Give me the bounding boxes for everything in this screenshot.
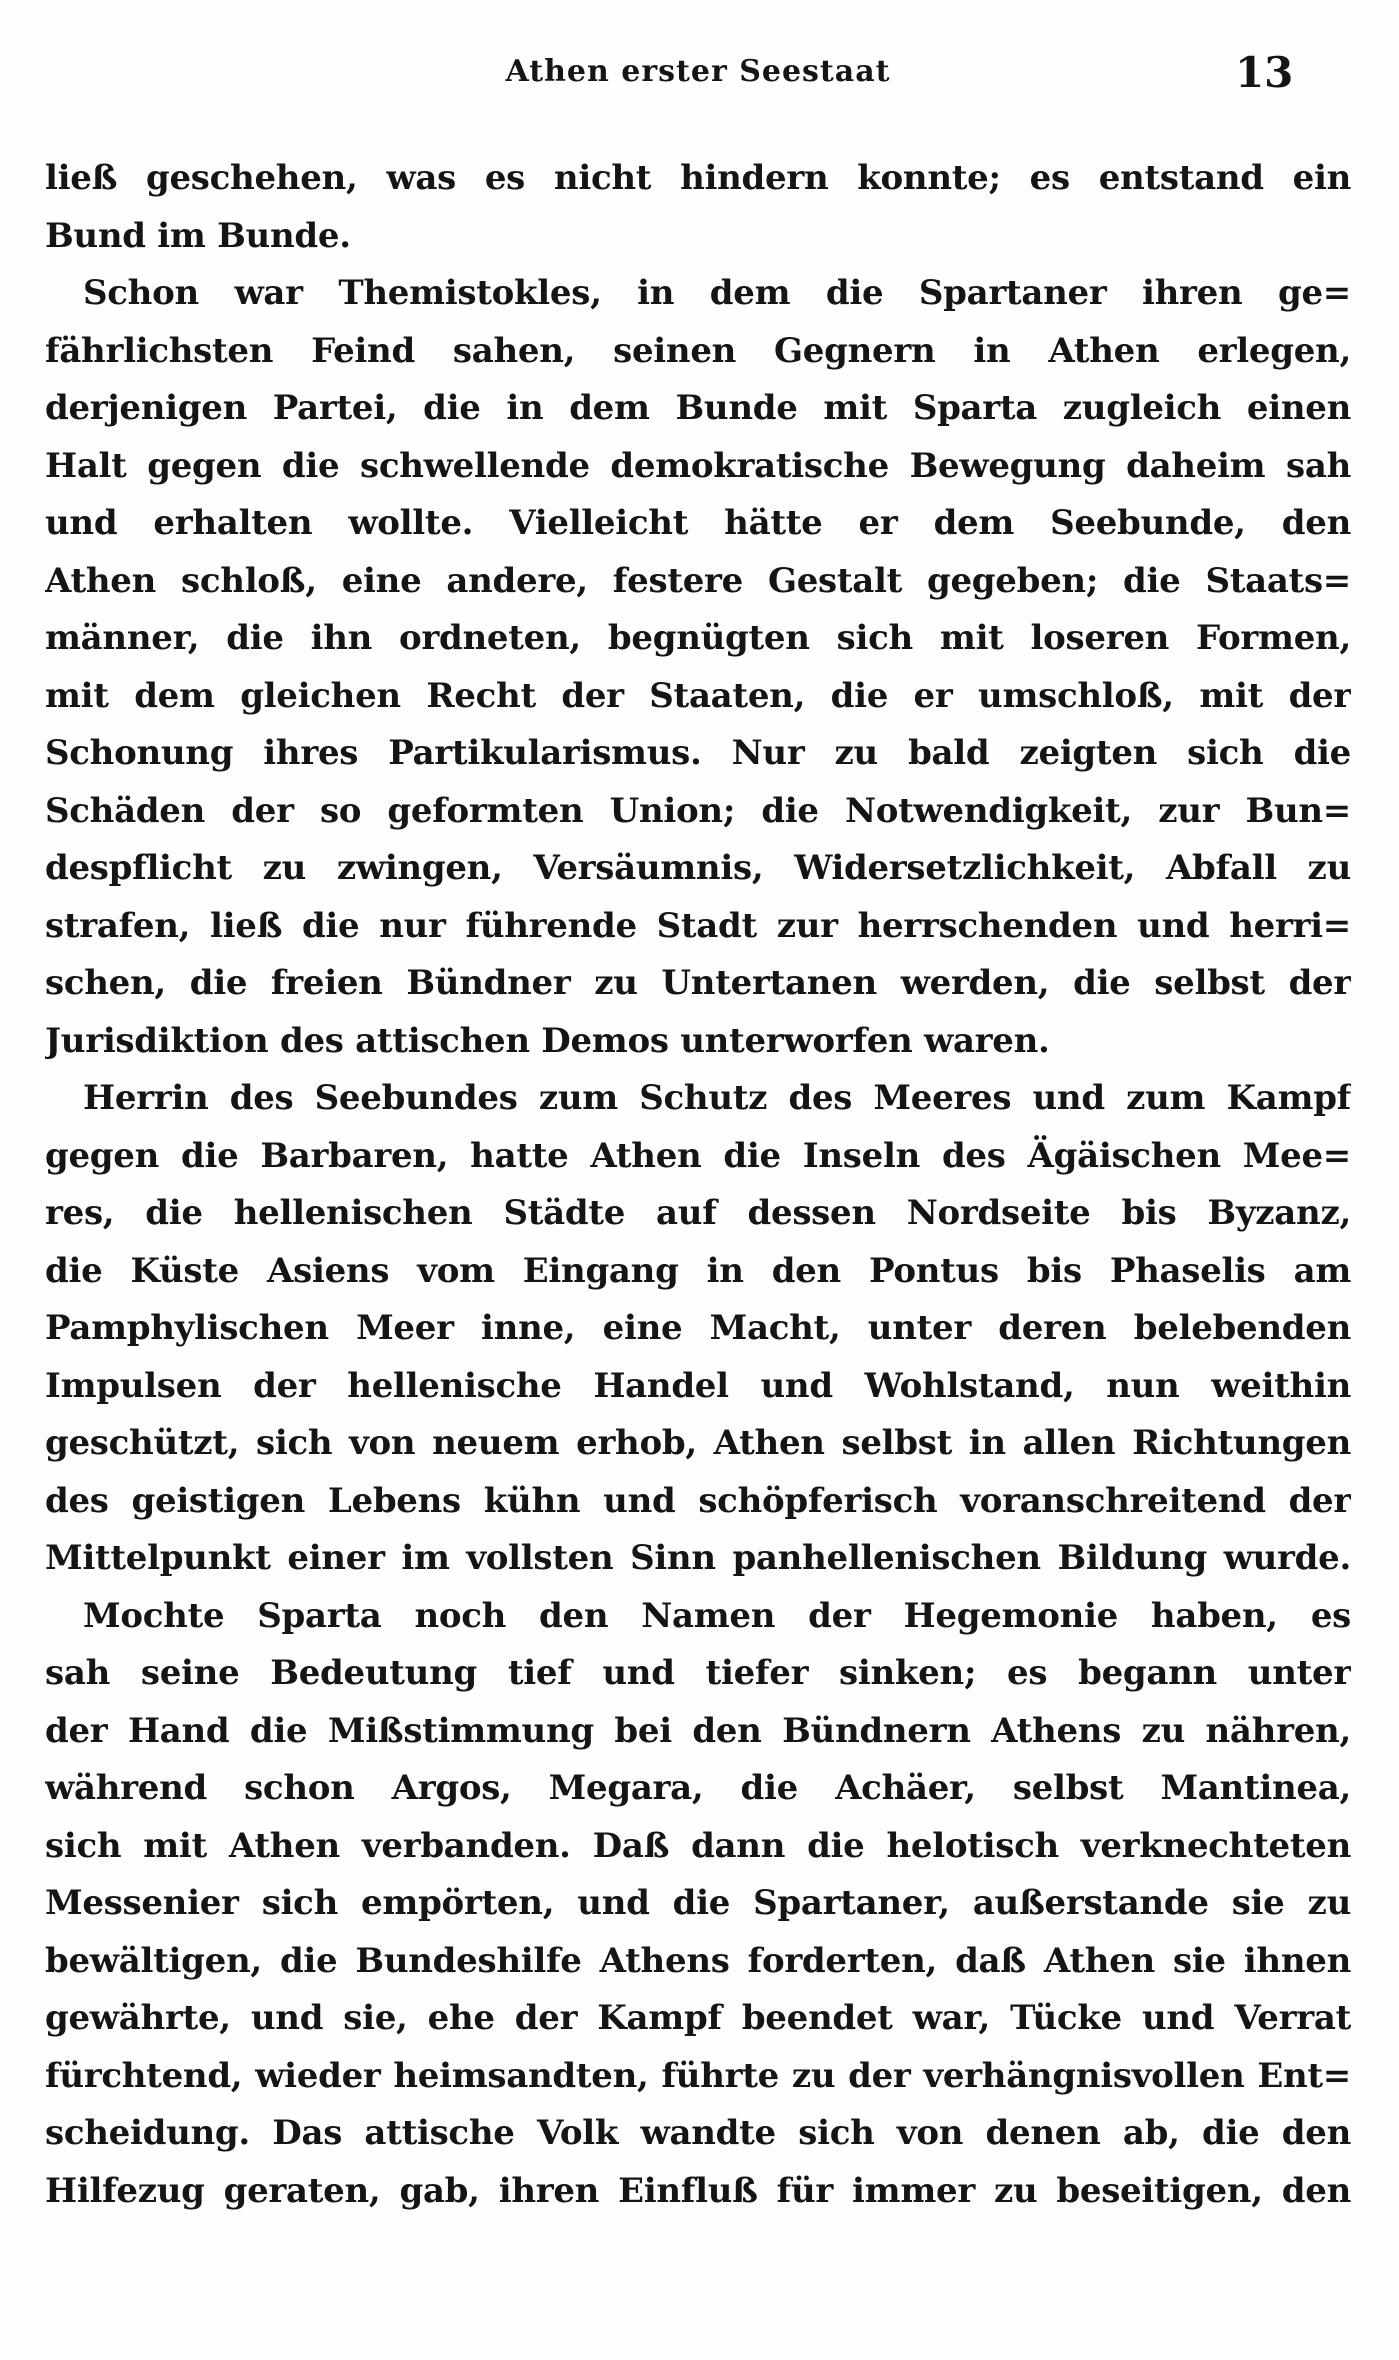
text-line: Halt gegen die schwellende demokratische Bewegung daheim sah [45, 445, 1351, 486]
text-line: schen, die freien Bündner zu Untertanen werden, die selbst der [45, 963, 1351, 1003]
text-line: Hilfezug geraten, gab, ihren Einfluß für immer zu beseitigen, den [45, 2170, 1351, 2211]
text-line: ließ geschehen, was es nicht hindern konnte; es entstand ein [45, 158, 1351, 198]
text-line: Bund im Bunde. [45, 215, 351, 256]
text-line: Herrin des Seebundes zum Schutz des Meeres und zum Kampf [83, 1078, 1351, 1118]
running-head-title: Athen erster Seestaat [505, 54, 891, 89]
text-line: mit dem gleichen Recht der Staaten, die er umschloß, mit der [45, 675, 1351, 716]
paragraph-1 [45, 150, 1351, 265]
text-line: sah seine Bedeutung tief und tiefer sinken; es begann unter [45, 1653, 1351, 1693]
text-line: die Küste Asiens vom Eingang in den Pontus bis Phaselis am [45, 1250, 1351, 1291]
paragraph-2 [45, 265, 1351, 1070]
text-line: res, die hellenischen Städte auf dessen Nordseite bis Byzanz, [45, 1193, 1351, 1233]
text-line: geschützt, sich von neuem erhob, Athen selbst in allen Richtungen [45, 1423, 1351, 1463]
text-line: Messenier sich empörten, und die Spartaner, außerstande sie zu [45, 1883, 1351, 1923]
text-line: sich mit Athen verbanden. Daß dann die helotisch verknechteten [45, 1825, 1351, 1866]
text-line: fährlichsten Feind sahen, seinen Gegnern in Athen erlegen, [45, 330, 1351, 371]
text-line: und erhalten wollte. Vielleicht hätte er dem Seebunde, den [45, 503, 1351, 543]
text-line: despflicht zu zwingen, Versäumnis, Widersetzlichkeit, Abfall zu [45, 848, 1351, 888]
text-line: strafen, ließ die nur führende Stadt zur herrschenden und herri= [45, 905, 1351, 946]
text-line: der Hand die Mißstimmung bei den Bündnern Athens zu nähren, [45, 1710, 1351, 1751]
text-line: Mochte Sparta noch den Namen der Hegemonie haben, es [83, 1595, 1351, 1636]
text-line: gewährte, und sie, ehe der Kampf beendet war, Tücke und Verrat [45, 1998, 1351, 2038]
paragraph-4 [45, 1588, 1351, 2221]
text-line: männer, die ihn ordneten, begnügten sich mit loseren Formen, [45, 618, 1351, 658]
text-line: während schon Argos, Megara, die Achäer, selbst Mantinea, [45, 1768, 1351, 1808]
body-text [45, 150, 1351, 2220]
text-line: Schonung ihres Partikularismus. Nur zu bald zeigten sich die [45, 733, 1351, 773]
paragraph-3 [45, 1070, 1351, 1588]
text-line: Schäden der so geformten Union; die Notwendigkeit, zur Bun= [45, 790, 1351, 831]
text-line: bewältigen, die Bundeshilfe Athens forderten, daß Athen sie ihnen [45, 1940, 1351, 1981]
text-line: des geistigen Lebens kühn und schöpferisch voranschreitend der [45, 1480, 1351, 1521]
text-line: Pamphylischen Meer inne, eine Macht, unter deren belebenden [45, 1308, 1351, 1348]
text-line: Jurisdiktion des attischen Demos unterworfen waren. [45, 1020, 1050, 1061]
text-line: Athen schloß, eine andere, festere Gestalt gegeben; die Staats= [45, 560, 1351, 601]
text-line: derjenigen Partei, die in dem Bunde mit Sparta zugleich einen [45, 388, 1351, 428]
running-head [45, 48, 1351, 100]
text-line: Mittelpunkt einer im vollsten Sinn panhellenischen Bildung wurde. [45, 1538, 1351, 1578]
page-number: 13 [1235, 48, 1293, 97]
text-line: Schon war Themistokles, in dem die Spartaner ihren ge= [83, 273, 1351, 313]
text-line: scheidung. Das attische Volk wandte sich von denen ab, die den [45, 2113, 1351, 2153]
text-line: Impulsen der hellenische Handel und Wohlstand, nun weithin [45, 1365, 1351, 1406]
text-line: fürchtend, wieder heimsandten, führte zu der verhängnisvollen Ent= [45, 2055, 1351, 2096]
text-line: gegen die Barbaren, hatte Athen die Inseln des Ägäischen Mee= [45, 1135, 1351, 1176]
